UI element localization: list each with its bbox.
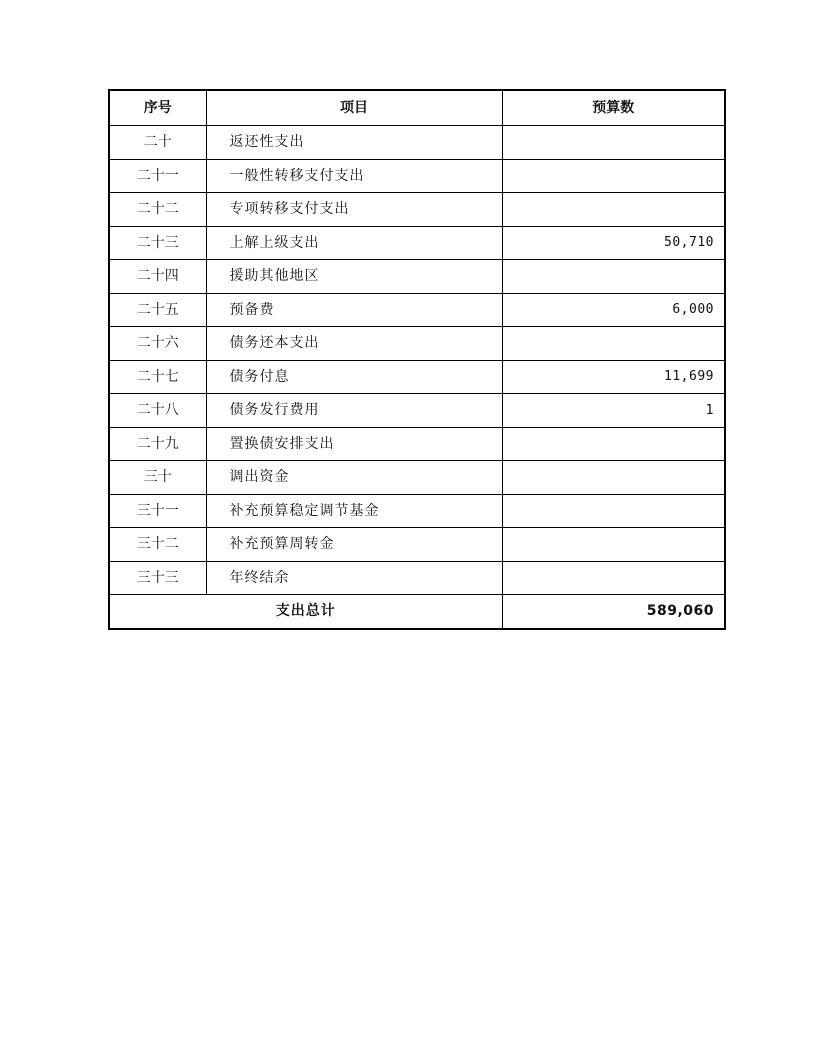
table-row (109, 193, 725, 227)
row-seq: 二十四 (109, 260, 206, 294)
row-item: 债务还本支出 (206, 327, 502, 361)
table-row (109, 461, 725, 495)
row-item: 援助其他地区 (206, 260, 502, 294)
row-item: 债务付息 (206, 360, 502, 394)
row-item: 置换债安排支出 (206, 427, 502, 461)
row-item: 债务发行费用 (206, 394, 502, 428)
row-item: 补充预算稳定调节基金 (206, 494, 502, 528)
row-amount: 1 (502, 394, 725, 428)
row-amount (502, 159, 725, 193)
row-amount (502, 494, 725, 528)
row-seq: 二十 (109, 126, 206, 160)
row-amount (502, 193, 725, 227)
row-seq: 二十三 (109, 226, 206, 260)
table-row (109, 494, 725, 528)
row-seq: 三十 (109, 461, 206, 495)
row-item: 补充预算周转金 (206, 528, 502, 562)
table-row (109, 293, 725, 327)
table-row (109, 561, 725, 595)
row-amount (502, 260, 725, 294)
table-row (109, 159, 725, 193)
table-header-row (109, 90, 725, 126)
row-amount: 11,699 (502, 360, 725, 394)
row-amount: 50,710 (502, 226, 725, 260)
row-seq: 二十六 (109, 327, 206, 361)
row-seq: 二十九 (109, 427, 206, 461)
total-label: 支出总计 (109, 595, 502, 629)
row-amount (502, 126, 725, 160)
row-item: 专项转移支付支出 (206, 193, 502, 227)
row-amount (502, 561, 725, 595)
total-row (109, 595, 725, 629)
row-seq: 二十二 (109, 193, 206, 227)
table-row (109, 126, 725, 160)
row-amount (502, 528, 725, 562)
header-item: 项目 (206, 90, 502, 126)
row-item: 上解上级支出 (206, 226, 502, 260)
table-row (109, 226, 725, 260)
total-amount: 589,060 (502, 595, 725, 629)
table-row (109, 427, 725, 461)
row-seq: 二十五 (109, 293, 206, 327)
header-amount: 预算数 (502, 90, 725, 126)
row-amount (502, 427, 725, 461)
row-item: 调出资金 (206, 461, 502, 495)
row-item: 预备费 (206, 293, 502, 327)
table-row (109, 394, 725, 428)
table-row (109, 360, 725, 394)
row-item: 年终结余 (206, 561, 502, 595)
row-seq: 三十一 (109, 494, 206, 528)
row-seq: 三十三 (109, 561, 206, 595)
header-seq: 序号 (109, 90, 206, 126)
row-seq: 二十八 (109, 394, 206, 428)
row-item: 返还性支出 (206, 126, 502, 160)
row-seq: 二十七 (109, 360, 206, 394)
table-row (109, 528, 725, 562)
row-amount (502, 461, 725, 495)
row-seq: 二十一 (109, 159, 206, 193)
row-amount (502, 327, 725, 361)
row-item: 一般性转移支付支出 (206, 159, 502, 193)
row-amount: 6,000 (502, 293, 725, 327)
row-seq: 三十二 (109, 528, 206, 562)
table-row (109, 260, 725, 294)
table-row (109, 327, 725, 361)
budget-expenditure-table (108, 89, 726, 630)
